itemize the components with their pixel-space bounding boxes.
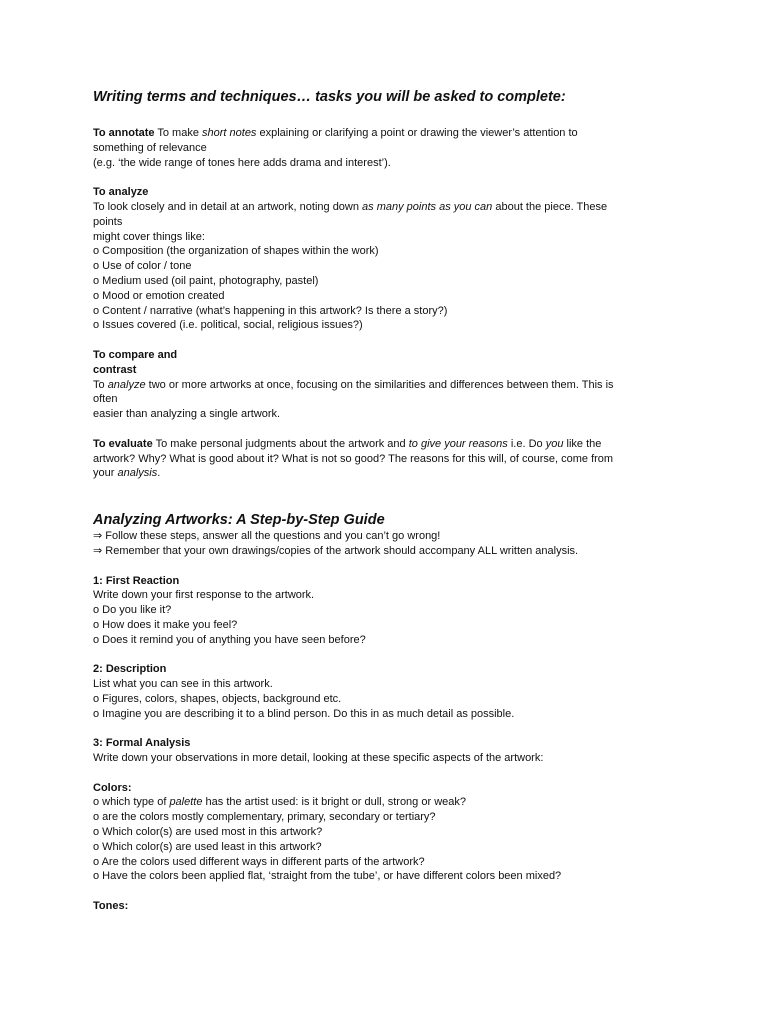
list-item: o Composition (the organization of shapes within the work) <box>93 245 379 258</box>
list-item: o Do you like it? <box>93 604 172 617</box>
list-item: o Use of color / tone <box>93 260 192 273</box>
list-item: o Are the colors used different ways in different parts of the artwork? <box>93 855 425 868</box>
compare-block: To compare and contrast To analyze two or more artworks at once, focusing on the similarities and differences between them. This is often easier than analyzing a single artwork. <box>93 348 614 421</box>
list-item: o Content / narrative (what’s happening in this artwork? Is there a story?) <box>93 304 448 317</box>
colors-heading: Colors: <box>93 781 132 794</box>
intro-line: ⇒ Remember that your own drawings/copies of the artwork should accompany ALL written analysis. <box>93 544 579 557</box>
step-formal-analysis: 3: Formal Analysis Write down your observations in more detail, looking at these specific aspects of the artwork: <box>93 737 544 765</box>
step-first-reaction: 1: First Reaction Write down your first response to the artwork. o Do you like it? o How does it make you feel? o Does it remind you of anything you have seen before? <box>93 574 673 648</box>
section-title-step-guide: Analyzing Artworks: A Step-by-Step Guide <box>93 512 385 529</box>
list-item: o Have the colors been applied flat, ‘straight from the tube’, or have different colors been mixed? <box>93 870 562 883</box>
compare-label: To compare and <box>93 348 178 361</box>
list-item: o Figures, colors, shapes, objects, background etc. <box>93 692 342 705</box>
list-item: o Mood or emotion created <box>93 289 225 302</box>
colors-block <box>93 781 673 885</box>
analyze-block: To analyze To look closely and in detail at an artwork, noting down as many points as you can about the piece. These points might cover things like: o Composition (the organization of shapes within the work) o Use of color / tone o Medium used (oil paint, photography, pastel) o Mood or emotion created o Content / narrative (what’s happening in this artwork? Is there a story?) o Issues covered (i.e. political, social, religious issues?) <box>93 185 673 333</box>
document-page <box>93 88 673 914</box>
tones-heading: Tones: <box>93 900 129 913</box>
annotate-block: To annotate To make short notes explaining or clarifying a point or drawing the viewer’s attention to something of relevance (e.g. ‘the wide range of tones here adds drama and interest’). <box>93 127 578 169</box>
list-item: o Which color(s) are used least in this artwork? <box>93 840 322 853</box>
annotate-label: To annotate <box>93 127 155 139</box>
list-item: o are the colors mostly complementary, primary, secondary or tertiary? <box>93 811 436 824</box>
evaluate-label: To evaluate <box>93 437 153 450</box>
list-item: o Imagine you are describing it to a blind person. Do this in as much detail as possible. <box>93 707 515 720</box>
analyze-label: To analyze <box>93 186 149 199</box>
step-heading: 2: Description <box>93 663 167 676</box>
intro-line: ⇒ Follow these steps, answer all the questions and you can’t go wrong! <box>93 530 441 543</box>
evaluate-block: To evaluate To make personal judgments about the artwork and to give your reasons i.e. Do you like the artwork? Why? What is good about it? What is not so good? The reasons for this will, of course, come from your analysis. <box>93 437 614 480</box>
list-item: o How does it make you feel? <box>93 618 238 631</box>
step-heading: 3: Formal Analysis <box>93 737 191 750</box>
list-item: o which type of palette has the artist used: is it bright or dull, strong or weak? <box>93 796 466 809</box>
list-item: o Issues covered (i.e. political, social, religious issues?) <box>93 319 363 332</box>
list-item: o Which color(s) are used most in this artwork? <box>93 826 323 839</box>
list-item: o Medium used (oil paint, photography, pastel) <box>93 274 319 287</box>
tones-block <box>93 899 673 914</box>
list-item: o Does it remind you of anything you have seen before? <box>93 633 366 646</box>
step-heading: 1: First Reaction <box>93 574 180 587</box>
step-description: 2: Description List what you can see in this artwork. o Figures, colors, shapes, objects, background etc. o Imagine you are describing it to a blind person. Do this in as much detail as possible. <box>93 662 673 721</box>
section-title-writing-terms: Writing terms and techniques… tasks you will be asked to complete: <box>93 89 566 105</box>
